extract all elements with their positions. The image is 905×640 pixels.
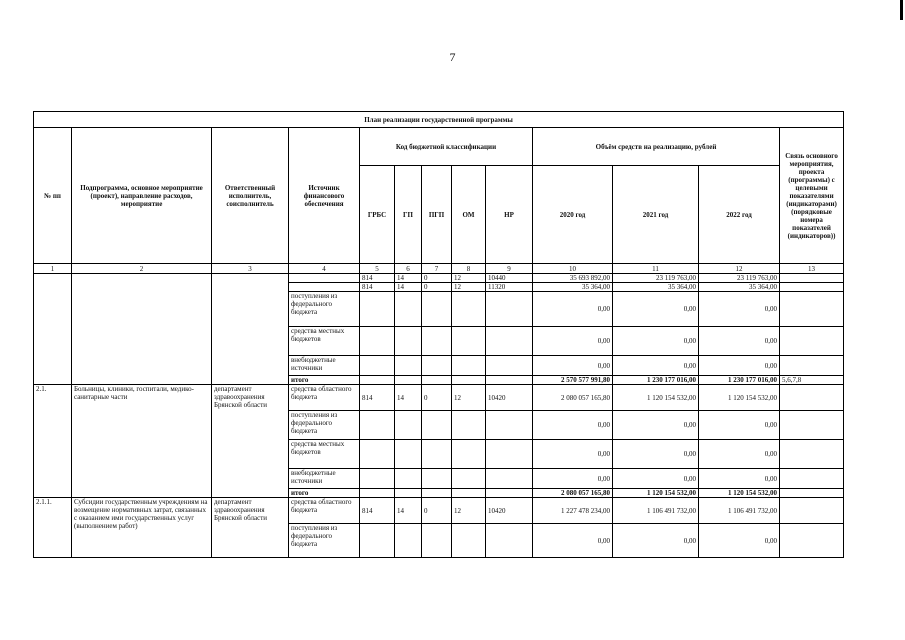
cell-nr: 10420	[486, 498, 533, 524]
cell-2020: 0,00	[533, 411, 613, 440]
col-number: 2	[72, 264, 212, 274]
cell-2022: 23 119 763,00	[699, 274, 780, 283]
cell-2020: 35 364,00	[533, 283, 613, 292]
cell-2020: 0,00	[533, 440, 613, 469]
cell-2021: 1 120 154 532,00	[613, 489, 699, 498]
header-executor: Ответственный исполнитель, соисполнитель	[212, 128, 289, 264]
cell-nr: 10440	[486, 274, 533, 283]
cell-num: 2.1.1.	[34, 498, 72, 558]
col-number: 8	[452, 264, 486, 274]
cell-executor: департамент здравоохранения Брянской области	[212, 498, 289, 558]
header-grbs: ГРБС	[360, 166, 395, 264]
col-number: 12	[699, 264, 780, 274]
cell-source: поступления из федерального бюджета	[289, 411, 360, 440]
cell-num: 2.1.	[34, 385, 72, 498]
cell-pgp: 0	[422, 498, 452, 524]
cell-2020: 35 693 892,00	[533, 274, 613, 283]
table-row	[34, 385, 844, 411]
cell-2022: 0,00	[699, 524, 780, 558]
cell-2022: 0,00	[699, 292, 780, 327]
header-source: Источник финансового обеспечения	[289, 128, 360, 264]
page-number: 7	[449, 50, 456, 64]
cell-name: Субсидии государственным учреждениям на возмещение нормативных затрат, связанных с оказанием ими государственных услуг (выполнением работ)	[72, 498, 212, 558]
table-title: План реализации государственной программы	[34, 112, 844, 128]
cell-2020: 0,00	[533, 469, 613, 489]
cell-name: Больницы, клиники, госпитали, медико-санитарные части	[72, 385, 212, 498]
header-nr: НР	[486, 166, 533, 264]
cell-grbs: 814	[360, 385, 395, 411]
cell-om: 12	[452, 283, 486, 292]
header-2020: 2020 год	[533, 166, 613, 264]
col-number: 6	[395, 264, 422, 274]
cell-source: внебюджетные источники	[289, 469, 360, 489]
cell-source: средства областного бюджета	[289, 385, 360, 411]
col-number: 10	[533, 264, 613, 274]
cell-grbs: 814	[360, 498, 395, 524]
cell-nr: 11320	[486, 283, 533, 292]
cell-source: итого	[289, 376, 360, 385]
cell-2021: 0,00	[613, 327, 699, 356]
cell-source: средства областного бюджета	[289, 498, 360, 524]
cell-source: средства местных бюджетов	[289, 440, 360, 469]
cell-source: средства местных бюджетов	[289, 327, 360, 356]
col-number: 9	[486, 264, 533, 274]
cell-2021: 0,00	[613, 469, 699, 489]
program-plan-table	[33, 111, 844, 558]
cell-2022: 1 230 177 016,00	[699, 376, 780, 385]
table-row	[34, 274, 844, 283]
cell-gp: 14	[395, 385, 422, 411]
cell-2021: 35 364,00	[613, 283, 699, 292]
cell-source: поступления из федерального бюджета	[289, 524, 360, 558]
header-2022: 2022 год	[699, 166, 780, 264]
cell-2020: 0,00	[533, 292, 613, 327]
cell-2020: 2 080 057 165,80	[533, 489, 613, 498]
col-number: 4	[289, 264, 360, 274]
cell-2021: 23 119 763,00	[613, 274, 699, 283]
col-number: 13	[780, 264, 844, 274]
cell-om: 12	[452, 498, 486, 524]
cell-source: поступления из федерального бюджета	[289, 292, 360, 327]
cell-2021: 0,00	[613, 411, 699, 440]
cell-executor: департамент здравоохранения Брянской области	[212, 385, 289, 498]
cell-2022: 0,00	[699, 327, 780, 356]
header-link: Связь основного мероприятия, проекта (программы) с целевыми показателями (индикаторами) (порядковые номера показателей (индикаторов))	[780, 128, 844, 264]
cell-gp: 14	[395, 274, 422, 283]
cell-2020: 2 570 577 991,80	[533, 376, 613, 385]
cell-gp: 14	[395, 283, 422, 292]
cell-2022: 0,00	[699, 356, 780, 376]
header-om: ОМ	[452, 166, 486, 264]
cell-om: 12	[452, 274, 486, 283]
header-num: № пп	[34, 128, 72, 264]
cell-2022: 0,00	[699, 411, 780, 440]
cell-2022: 1 120 154 532,00	[699, 385, 780, 411]
col-number: 3	[212, 264, 289, 274]
cell-2020: 0,00	[533, 524, 613, 558]
cell-2021: 0,00	[613, 356, 699, 376]
col-number: 7	[422, 264, 452, 274]
cell-2022: 35 364,00	[699, 283, 780, 292]
cell-grbs: 814	[360, 283, 395, 292]
cell-gp: 14	[395, 498, 422, 524]
cell-2022: 0,00	[699, 469, 780, 489]
cell-2022: 1 106 491 732,00	[699, 498, 780, 524]
edge-mark	[900, 0, 903, 20]
header-gp: ГП	[395, 166, 422, 264]
cell-2022: 0,00	[699, 440, 780, 469]
cell-2020: 0,00	[533, 356, 613, 376]
cell-2021: 0,00	[613, 292, 699, 327]
header-name: Подпрограмма, основное мероприятие (проект), направление расходов, мероприятие	[72, 128, 212, 264]
header-pgp: ПГП	[422, 166, 452, 264]
cell-2020: 0,00	[533, 327, 613, 356]
cell-2020: 1 227 478 234,00	[533, 498, 613, 524]
cell-2021: 0,00	[613, 524, 699, 558]
cell-2021: 1 230 177 016,00	[613, 376, 699, 385]
cell-2021: 0,00	[613, 440, 699, 469]
cell-source: итого	[289, 489, 360, 498]
cell-pgp: 0	[422, 274, 452, 283]
col-number: 1	[34, 264, 72, 274]
cell-2021: 1 106 491 732,00	[613, 498, 699, 524]
col-number: 11	[613, 264, 699, 274]
cell-source: внебюджетные источники	[289, 356, 360, 376]
cell-nr: 10420	[486, 385, 533, 411]
cell-om: 12	[452, 385, 486, 411]
cell-2021: 1 120 154 532,00	[613, 385, 699, 411]
cell-pgp: 0	[422, 283, 452, 292]
col-number: 5	[360, 264, 395, 274]
header-budget-code: Код бюджетной классификации	[360, 128, 533, 166]
table-row	[34, 498, 844, 524]
header-2021: 2021 год	[613, 166, 699, 264]
cell-pgp: 0	[422, 385, 452, 411]
cell-2022: 1 120 154 532,00	[699, 489, 780, 498]
header-volume: Объём средств на реализацию, рублей	[533, 128, 780, 166]
cell-link: 5,6,7,8	[780, 376, 844, 385]
column-number-row	[34, 264, 844, 274]
cell-2020: 2 080 057 165,80	[533, 385, 613, 411]
cell-grbs: 814	[360, 274, 395, 283]
